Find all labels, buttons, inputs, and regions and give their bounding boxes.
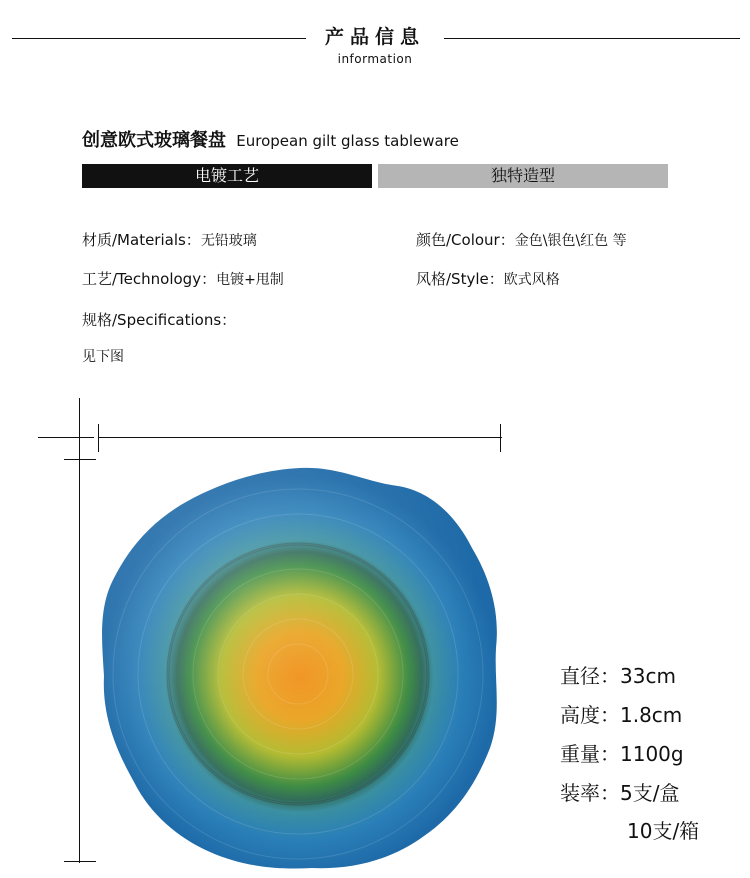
dimension-tick-left (98, 424, 99, 452)
tab-electroplating[interactable]: 电镀工艺 (82, 164, 372, 188)
product-title-en: European gilt glass tableware (236, 132, 459, 150)
product-title-cn: 创意欧式玻璃餐盘 (82, 130, 226, 151)
spec-materials-value: 无铅玻璃 (200, 233, 257, 249)
dimension-tick-right (500, 424, 501, 452)
measurement-packing-case: 10支/箱 (627, 819, 700, 843)
plate-highlight (102, 468, 497, 869)
spec-technology-label: 工艺/Technology： (82, 270, 217, 288)
tab-unique-shape[interactable]: 独特造型 (378, 164, 668, 188)
spec-materials-label: 材质/Materials： (82, 231, 201, 249)
spec-specifications-label: 规格/Specifications： (82, 311, 237, 329)
spec-technology-value: 电镀+甩制 (216, 272, 284, 288)
spec-style-label: 风格/Style： (416, 270, 504, 288)
section-title: 产品信息 (324, 26, 425, 48)
measurement-height: 高度：1.8cm (560, 703, 683, 727)
spec-see-below: 见下图 (82, 349, 124, 365)
spec-style (416, 268, 560, 289)
product-title (82, 126, 459, 152)
dimension-line-horizontal (98, 437, 502, 438)
measurement-diameter: 直径：33cm (560, 664, 676, 688)
dimension-tick-top (38, 437, 94, 438)
measurement-weight: 重量：1100g (560, 742, 684, 766)
spec-specifications (82, 309, 236, 330)
spec-colour (416, 229, 627, 250)
spec-colour-value: 金色\银色\红色 等 (514, 233, 627, 249)
glass-plate-image (98, 462, 502, 874)
section-subtitle: information (337, 52, 413, 66)
dimension-tick-bottom (64, 861, 96, 862)
spec-materials (82, 229, 257, 250)
spec-style-value: 欧式风格 (503, 272, 560, 288)
measurement-packing: 装率：5支/盒 (560, 781, 680, 805)
spec-technology (82, 268, 284, 289)
dimension-tick-mid (64, 459, 96, 460)
dimension-line-vertical (79, 398, 80, 863)
spec-colour-label: 颜色/Colour： (416, 231, 515, 249)
